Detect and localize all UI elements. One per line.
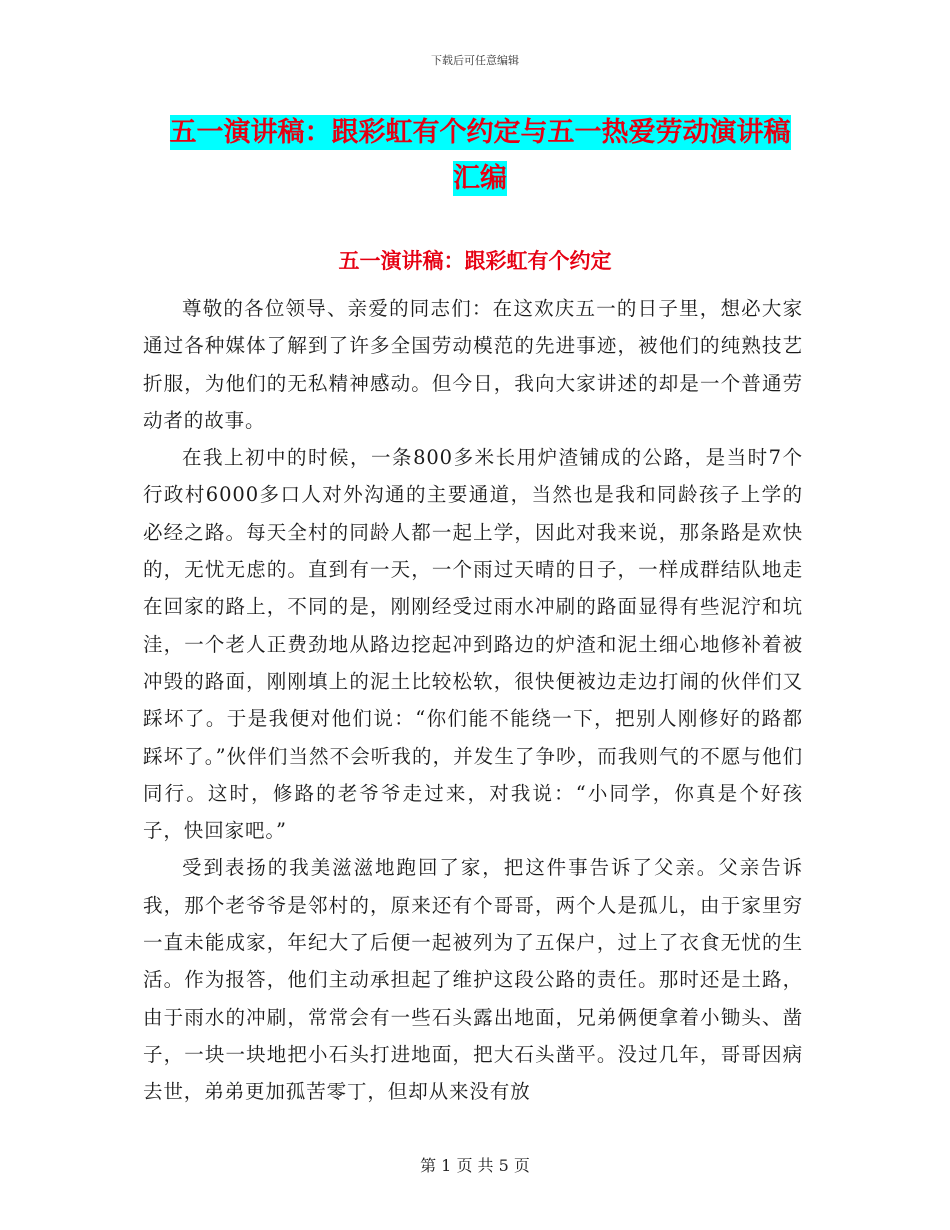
paragraph: 尊敬的各位领导、亲爱的同志们：在这欢庆五一的日子里，想必大家通过各种媒体了解到了许多全国劳动模范的先进事迹，被他们的纯熟技艺折服，为他们的无私精神感动。但今日，我向大家讲述的却是一个普通劳动者的故事。 bbox=[143, 297, 803, 432]
document-title bbox=[140, 110, 820, 202]
document-title-line-1: 五一演讲稿：跟彩虹有个约定与五一热爱劳动演讲稿 bbox=[169, 117, 791, 148]
page-header-note: 下载后可任意编辑 bbox=[431, 54, 519, 67]
document-title-line-2: 汇编 bbox=[453, 163, 507, 194]
paragraph: 受到表扬的我美滋滋地跑回了家，把这件事告诉了父亲。父亲告诉我，那个老爷爷是邻村的，原来还有个哥哥，两个人是孤儿，由于家里穷一直未能成家，年纪大了后便一起被列为了五保户，过上了衣食无忧的生活。作为报答，他们主动承担起了维护这段公路的责任。那时还是土路，由于雨水的冲刷，常常会有一些石头露出地面，兄弟俩便拿着小锄头、凿子，一块一块地把小石头打进地面，把大石头凿平。没过几年，哥哥因病去世，弟弟更加孤苦零丁，但却从来没有放 bbox=[143, 856, 803, 1104]
paragraph: 在我上初中的时候，一条800多米长用炉渣铺成的公路，是当时7个行政村6000多口人对外沟通的主要通道，当然也是我和同龄孩子上学的必经之路。每天全村的同龄人都一起上学，因此对我来说，那条路是欢快的，无忧无虑的。直到有一天，一个雨过天晴的日子，一样成群结队地走在回家的路上，不同的是，刚刚经受过雨水冲刷的路面显得有些泥泞和坑洼，一个老人正费劲地从路边挖起冲到路边的炉渣和泥土细心地修补着被冲毁的路面，刚刚填上的泥土比较松软，很快便被边走边打闹的伙伴们又踩坏了。于是我便对他们说：“你们能不能绕一下，把别人刚修好的路都踩坏了。”伙伴们当然不会听我的，并发生了争吵，而我则气的不愿与他们同行。这时，修路的老爷爷走过来，对我说：“小同学，你真是个好孩子，快回家吧。” bbox=[143, 446, 803, 843]
page-number: 第 1 页 共 5 页 bbox=[420, 1156, 530, 1175]
body-text bbox=[143, 290, 803, 1111]
section-title: 五一演讲稿：跟彩虹有个约定 bbox=[338, 249, 612, 273]
